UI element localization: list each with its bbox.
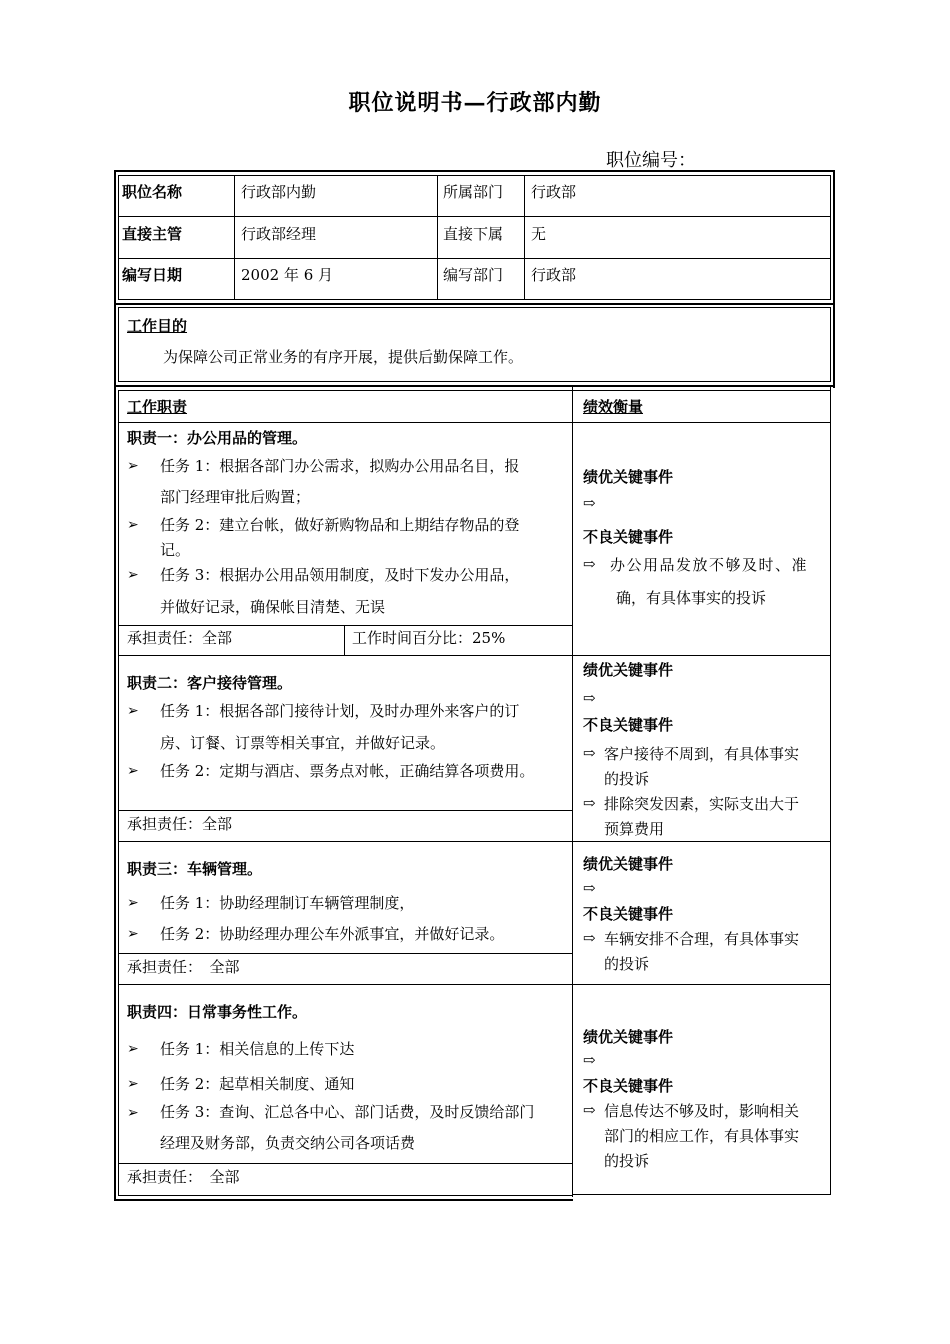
info-value-position-name: 行政部内勤	[241, 183, 317, 201]
task-line: 部门经理审批后购置；	[160, 488, 311, 506]
good-events-label: 绩优关键事件	[583, 1028, 674, 1046]
good-events-label: 绩优关键事件	[583, 661, 674, 679]
arrow-icon: ⇨	[583, 494, 596, 512]
task-line: 任务 2：起草相关制度、通知	[160, 1075, 355, 1093]
rule	[114, 1199, 573, 1201]
rule	[572, 385, 573, 1197]
info-key-date: 编写日期	[122, 266, 183, 284]
info-key-supervisor: 直接主管	[122, 225, 183, 243]
task-line: 房、订餐、订票等相关事宜，并做好记录。	[160, 734, 446, 752]
rule	[118, 655, 830, 656]
info-value-supervisor: 行政部经理	[241, 225, 317, 243]
good-events-label: 绩优关键事件	[583, 468, 674, 486]
responsibility: 承担责任： 全部	[127, 1168, 240, 1186]
rule	[118, 299, 830, 300]
duty-title: 职责二：客户接待管理。	[127, 674, 293, 692]
info-key-author-dept: 编写部门	[443, 266, 504, 284]
bad-event-line: 部门的相应工作，有具体事实	[604, 1127, 800, 1145]
purpose-text: 为保障公司正常业务的有序开展，提供后勤保障工作。	[163, 348, 524, 366]
rule	[524, 175, 525, 300]
task-line: 任务 2：建立台帐，做好新购物品和上期结存物品的登	[160, 516, 520, 534]
rule	[114, 170, 834, 172]
arrow-icon: ⇨	[583, 689, 596, 707]
rule	[118, 810, 573, 811]
bullet-icon: ➢	[127, 1041, 139, 1057]
info-value-subordinate: 无	[531, 225, 547, 243]
bullet-icon: ➢	[127, 567, 139, 583]
task-line: 记。	[160, 541, 191, 559]
bad-event-line: 的投诉	[604, 770, 650, 788]
rule	[118, 381, 830, 382]
rule	[118, 175, 119, 300]
info-key-department: 所属部门	[443, 183, 504, 201]
bullet-icon: ➢	[127, 703, 139, 719]
position-number-label: 职位编号：	[606, 150, 696, 171]
rule	[118, 390, 830, 391]
good-events-label: 绩优关键事件	[583, 855, 674, 873]
task-line: 任务 1：协助经理制订车辆管理制度，	[160, 894, 415, 912]
rule	[118, 422, 830, 423]
bad-event-line: 预算费用	[604, 820, 665, 838]
responsibility: 承担责任：全部	[127, 629, 233, 647]
arrow-icon: ⇨	[583, 744, 596, 762]
bad-events-label: 不良关键事件	[583, 1077, 674, 1095]
info-key-subordinate: 直接下属	[443, 225, 504, 243]
bad-events-label: 不良关键事件	[583, 905, 674, 923]
task-line: 任务 1：根据各部门办公需求，拟购办公用品名目，报	[160, 457, 520, 475]
arrow-icon: ⇨	[583, 879, 596, 897]
task-line: 任务 1：根据各部门接待计划，及时办理外来客户的订	[160, 702, 520, 720]
info-value-author-dept: 行政部	[531, 266, 577, 284]
bullet-icon: ➢	[127, 1076, 139, 1092]
arrow-icon: ⇨	[583, 929, 596, 947]
bad-event-line: 排除突发因素，实际支出大于	[604, 795, 800, 813]
info-value-date: 2002 年 6 月	[241, 266, 334, 284]
rule	[118, 625, 573, 626]
info-key-position-name: 职位名称	[122, 183, 183, 201]
arrow-icon: ⇨	[583, 555, 596, 573]
rule	[118, 1163, 573, 1164]
time-percent: 工作时间百分比：25%	[352, 629, 506, 647]
bullet-icon: ➢	[127, 1105, 139, 1121]
bullet-icon: ➢	[127, 895, 139, 911]
bad-event-line: 信息传达不够及时，影响相关	[604, 1102, 800, 1120]
arrow-icon: ⇨	[583, 1051, 596, 1069]
arrow-icon: ⇨	[583, 1101, 596, 1119]
rule	[114, 385, 834, 387]
bad-event-line: 车辆安排不合理，有具体事实	[604, 930, 800, 948]
rule	[344, 625, 345, 656]
duty-title: 职责四：日常事务性工作。	[127, 1003, 308, 1021]
task-line: 任务 2：协助经理办理公车外派事宜，并做好记录。	[160, 925, 505, 943]
perf-header: 绩效衡量	[583, 398, 644, 416]
rule	[118, 175, 830, 176]
bullet-icon: ➢	[127, 763, 139, 779]
rule	[118, 953, 573, 954]
rule	[114, 303, 834, 305]
arrow-icon: ⇨	[583, 794, 596, 812]
bullet-icon: ➢	[127, 458, 139, 474]
task-line: 任务 1：相关信息的上传下达	[160, 1040, 355, 1058]
task-line: 并做好记录，确保帐目清楚、无误	[160, 598, 386, 616]
rule	[833, 170, 835, 388]
task-line: 经理及财务部，负责交纳公司各项话费	[160, 1134, 416, 1152]
bullet-icon: ➢	[127, 926, 139, 942]
duties-header: 工作职责	[127, 398, 188, 416]
duty-title: 职责三：车辆管理。	[127, 860, 263, 878]
rule	[118, 841, 830, 842]
rule	[118, 390, 119, 1196]
bad-events-label: 不良关键事件	[583, 716, 674, 734]
rule	[118, 307, 830, 308]
rule	[830, 175, 831, 300]
page-title: 职位说明书—行政部内勤	[348, 90, 602, 116]
rule	[118, 258, 830, 259]
bad-event-line: 确，有具体事实的投诉	[616, 589, 767, 607]
rule	[118, 307, 119, 382]
bullet-icon: ➢	[127, 517, 139, 533]
rule	[118, 1195, 573, 1196]
task-line: 任务 3：查询、汇总各中心、部门话费，及时反馈给部门	[160, 1103, 535, 1121]
rule	[830, 385, 831, 1195]
rule	[234, 175, 235, 300]
rule	[118, 216, 830, 217]
purpose-heading: 工作目的	[127, 317, 188, 335]
rule	[572, 1194, 831, 1195]
bad-event-line: 的投诉	[604, 1152, 650, 1170]
rule	[830, 307, 831, 382]
bad-event-line: 办公用品发放不够及时、准	[610, 556, 809, 574]
duty-title: 职责一：办公用品的管理。	[127, 429, 308, 447]
task-line: 任务 2：定期与酒店、票务点对帐，正确结算各项费用。	[160, 762, 535, 780]
bad-event-line: 客户接待不周到，有具体事实	[604, 745, 800, 763]
responsibility: 承担责任： 全部	[127, 958, 240, 976]
rule	[118, 984, 830, 985]
bad-event-line: 的投诉	[604, 955, 650, 973]
responsibility: 承担责任：全部	[127, 815, 233, 833]
rule	[114, 170, 116, 1200]
info-value-department: 行政部	[531, 183, 577, 201]
task-line: 任务 3：根据办公用品领用制度，及时下发办公用品，	[160, 566, 520, 584]
position-number	[606, 146, 802, 172]
rule	[437, 175, 438, 300]
bad-events-label: 不良关键事件	[583, 528, 674, 546]
